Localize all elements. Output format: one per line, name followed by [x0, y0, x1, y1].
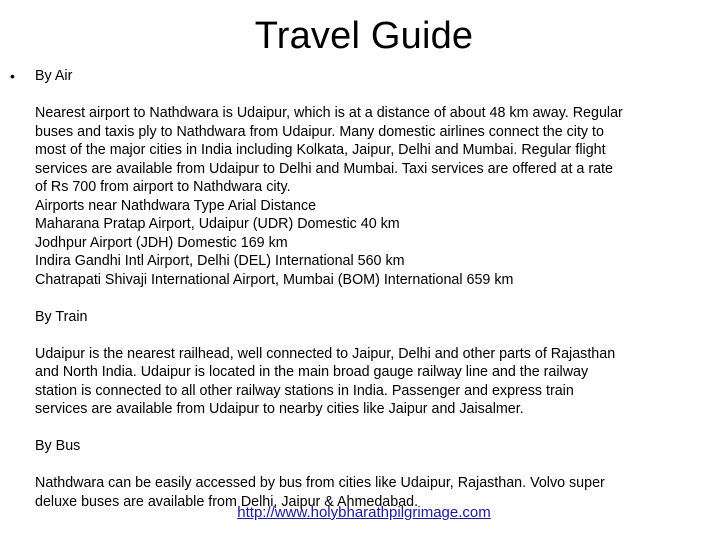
spacer [35, 419, 725, 438]
train-paragraph-line: station is connected to all other railway stations in India. Passenger and express train [35, 382, 574, 399]
airport-item: Maharana Pratap Airport, Udaipur (UDR) Domestic 40 km [35, 216, 400, 232]
train-paragraph-line: and North India. Udaipur is located in the main broad gauge railway line and the railway [35, 364, 589, 380]
section-heading-train: By Train [35, 308, 88, 325]
section-heading-bus: By Bus [35, 438, 81, 454]
section-heading-air: By Air [35, 68, 73, 84]
footer-link[interactable]: http://www.holybharathpilgrimage.com [237, 504, 491, 521]
slide-content [35, 67, 725, 511]
slide-title: Travel Guide [254, 15, 474, 57]
footer-link-container [0, 503, 728, 523]
bullet-icon: • [10, 68, 15, 84]
air-paragraph-line: services are available from Udaipur to Delhi and Mumbai. Taxi services are offered at a rate [35, 160, 613, 177]
spacer [35, 86, 725, 105]
airport-item: Indira Gandhi Intl Airport, Delhi (DEL) International 560 km [35, 253, 405, 269]
air-paragraph-line: most of the major cities in India including Kolkata, Jaipur, Delhi and Mumbai. Regular flight [35, 142, 606, 158]
bus-paragraph-line: deluxe buses are available from Delhi, Jaipur & Ahmedabad. [35, 493, 419, 510]
train-paragraph-line: Udaipur is the nearest railhead, well connected to Jaipur, Delhi and other parts of Rajasthan [35, 345, 616, 362]
spacer [35, 456, 725, 475]
air-paragraph-line: of Rs 700 from airport to Nathdwara city. [35, 179, 291, 195]
airport-item: Jodhpur Airport (JDH) Domestic 169 km [35, 234, 288, 251]
spacer [35, 326, 725, 345]
airports-header: Airports near Nathdwara Type Arial Distance [35, 197, 317, 214]
train-paragraph-line: services are available from Udaipur to nearby cities like Jaipur and Jaisalmer. [35, 401, 524, 417]
airport-item: Chatrapati Shivaji International Airport, Mumbai (BOM) International 659 km [35, 271, 514, 288]
air-paragraph-line: Nearest airport to Nathdwara is Udaipur, which is at a distance of about 48 km away. Regular [35, 105, 623, 121]
bus-paragraph-line: Nathdwara can be easily accessed by bus from cities like Udaipur, Rajasthan. Volvo super [35, 475, 605, 491]
air-paragraph-line: buses and taxis ply to Nathdwara from Udaipur. Many domestic airlines connect the city to [35, 123, 604, 140]
spacer [35, 289, 725, 308]
